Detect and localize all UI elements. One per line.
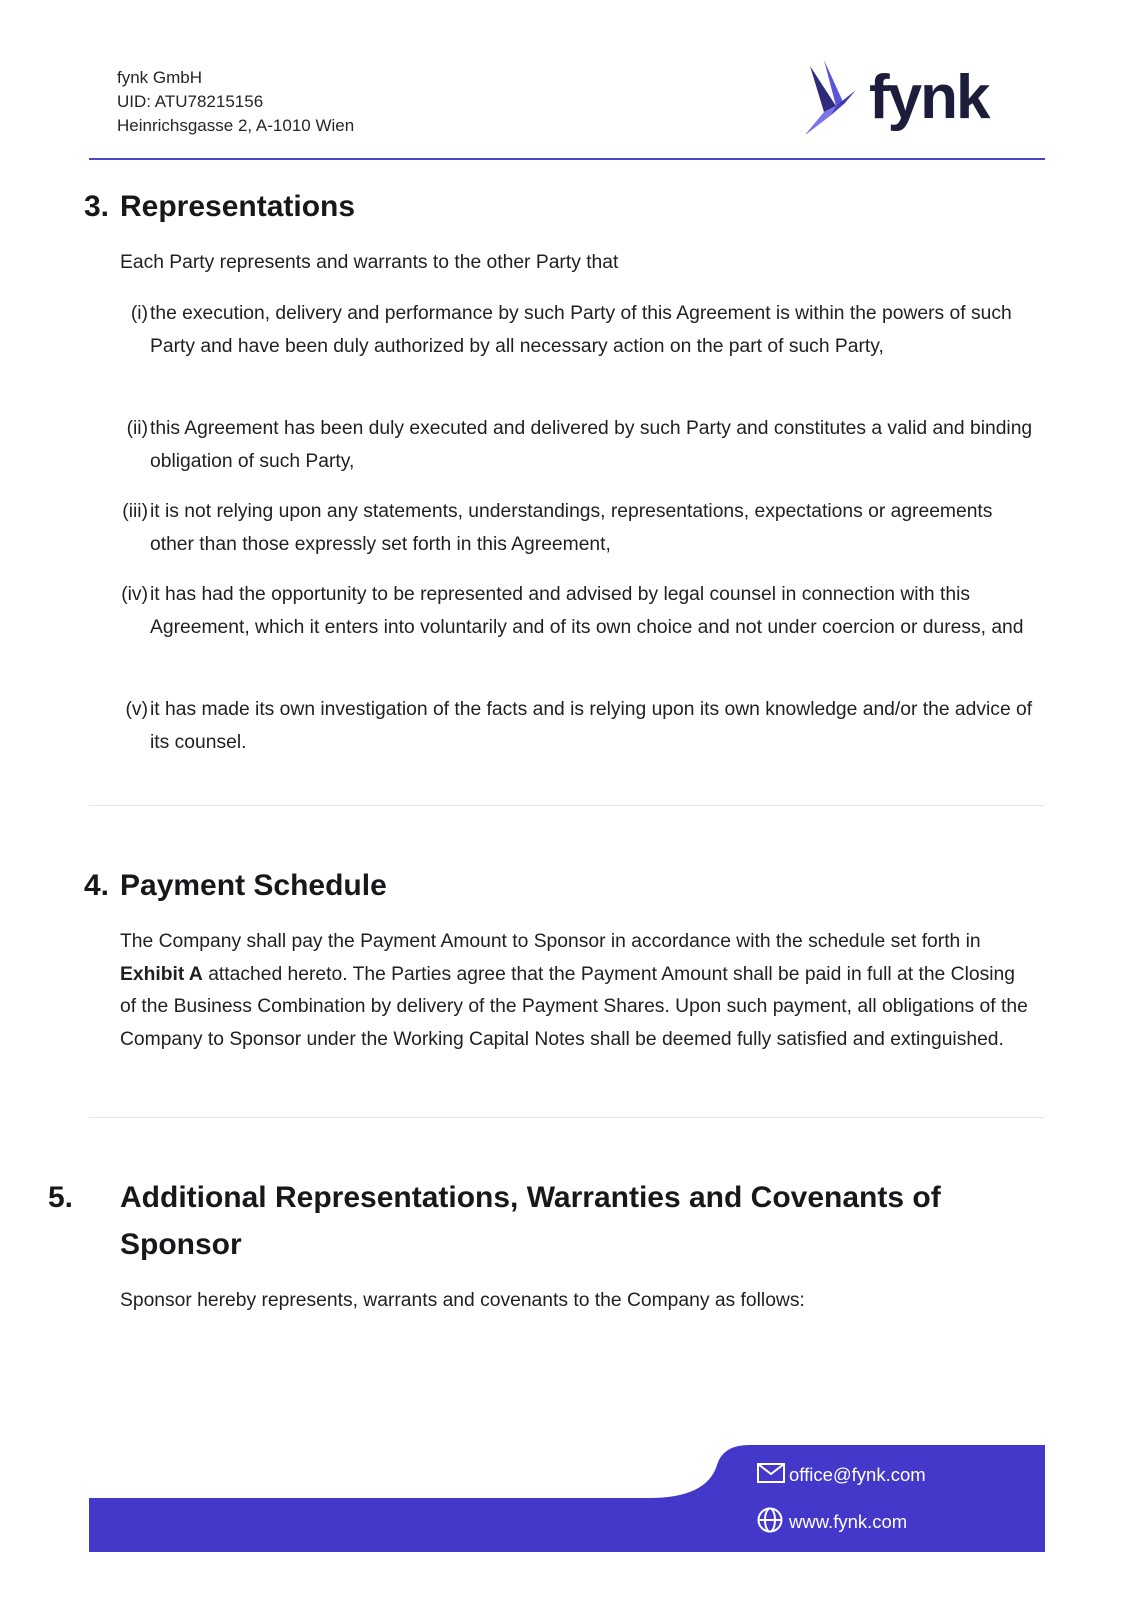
- section-divider: [89, 1117, 1045, 1118]
- section-5-number: 5.: [48, 1181, 74, 1214]
- section-5-title: Additional Representations, Warranties and Covenants of Sponsor: [120, 1181, 941, 1261]
- list-marker: (iv): [121, 584, 148, 605]
- list-text: this Agreement has been duly executed and delivered by such Party and constitutes a valid and binding obligation of such Party,: [150, 418, 1033, 472]
- list-text: the execution, delivery and performance by such Party of this Agreement is within the powers of such Party and have been duly authorized by all necessary action on the part of such Party,: [150, 303, 1012, 357]
- list-marker: (i): [130, 303, 148, 324]
- footer-band: [89, 1445, 1045, 1552]
- section-divider: [89, 805, 1045, 806]
- list-marker: (ii): [126, 418, 148, 439]
- list-text: it has had the opportunity to be represented and advised by legal counsel in connection with this Agreement, which it enters into voluntarily and of its own choice and not under coercion or duress, and: [150, 584, 1024, 638]
- list-text: it is not relying upon any statements, understandings, representations, expectations or agreements other than those expressly set forth in this Agreement,: [150, 501, 993, 555]
- section-3-title: Representations: [120, 190, 356, 223]
- footer-email-text[interactable]: office@fynk.com: [789, 1464, 926, 1485]
- section-5-intro: Sponsor hereby represents, warrants and covenants to the Company as follows:: [120, 1290, 805, 1311]
- section-4-body-end: attached hereto. The Parties agree that the Payment Amount shall be paid in full at the Closing of the Business Combination by delivery of the Payment Shares. Upon such payment, all obligations of the Company to Sponsor under the Working Capital Notes shall be deemed fully satisfied and extinguished.: [120, 963, 1028, 1050]
- company-info: [117, 66, 354, 138]
- company-address: Heinrichsgasse 2, A-1010 Wien: [117, 116, 355, 135]
- footer-website[interactable]: [757, 1507, 907, 1539]
- fynk-logo: [806, 60, 1006, 142]
- section-4-body: [120, 926, 1035, 1056]
- section-4-body-start: The Company shall pay the Payment Amount to Sponsor in accordance with the schedule set forth in: [120, 931, 981, 952]
- company-name: fynk GmbH: [117, 68, 203, 87]
- section-3-heading: [84, 183, 355, 230]
- envelope-icon: [757, 1463, 789, 1489]
- logo-wordmark: fynk: [869, 63, 989, 132]
- list-text: it has made its own investigation of the facts and is relying upon its own knowledge and/or the advice of its counsel.: [150, 699, 1033, 753]
- company-uid: UID: ATU78215156: [117, 92, 264, 111]
- bird-logo-icon: [806, 60, 870, 142]
- list-marker: (v): [125, 699, 148, 720]
- section-4-title: Payment Schedule: [120, 869, 387, 902]
- exhibit-a-reference: Exhibit A: [120, 963, 203, 985]
- header-divider: [89, 158, 1045, 160]
- footer-email[interactable]: [757, 1463, 926, 1489]
- globe-icon: [757, 1507, 789, 1539]
- section-4-heading: [84, 862, 387, 909]
- footer-website-text[interactable]: www.fynk.com: [789, 1510, 908, 1532]
- section-3-number: 3.: [84, 190, 110, 223]
- section-4-number: 4.: [84, 869, 110, 902]
- section-5-heading: [48, 1174, 1004, 1268]
- list-marker: (iii): [122, 501, 148, 522]
- section-3-intro: Each Party represents and warrants to the other Party that: [120, 252, 619, 273]
